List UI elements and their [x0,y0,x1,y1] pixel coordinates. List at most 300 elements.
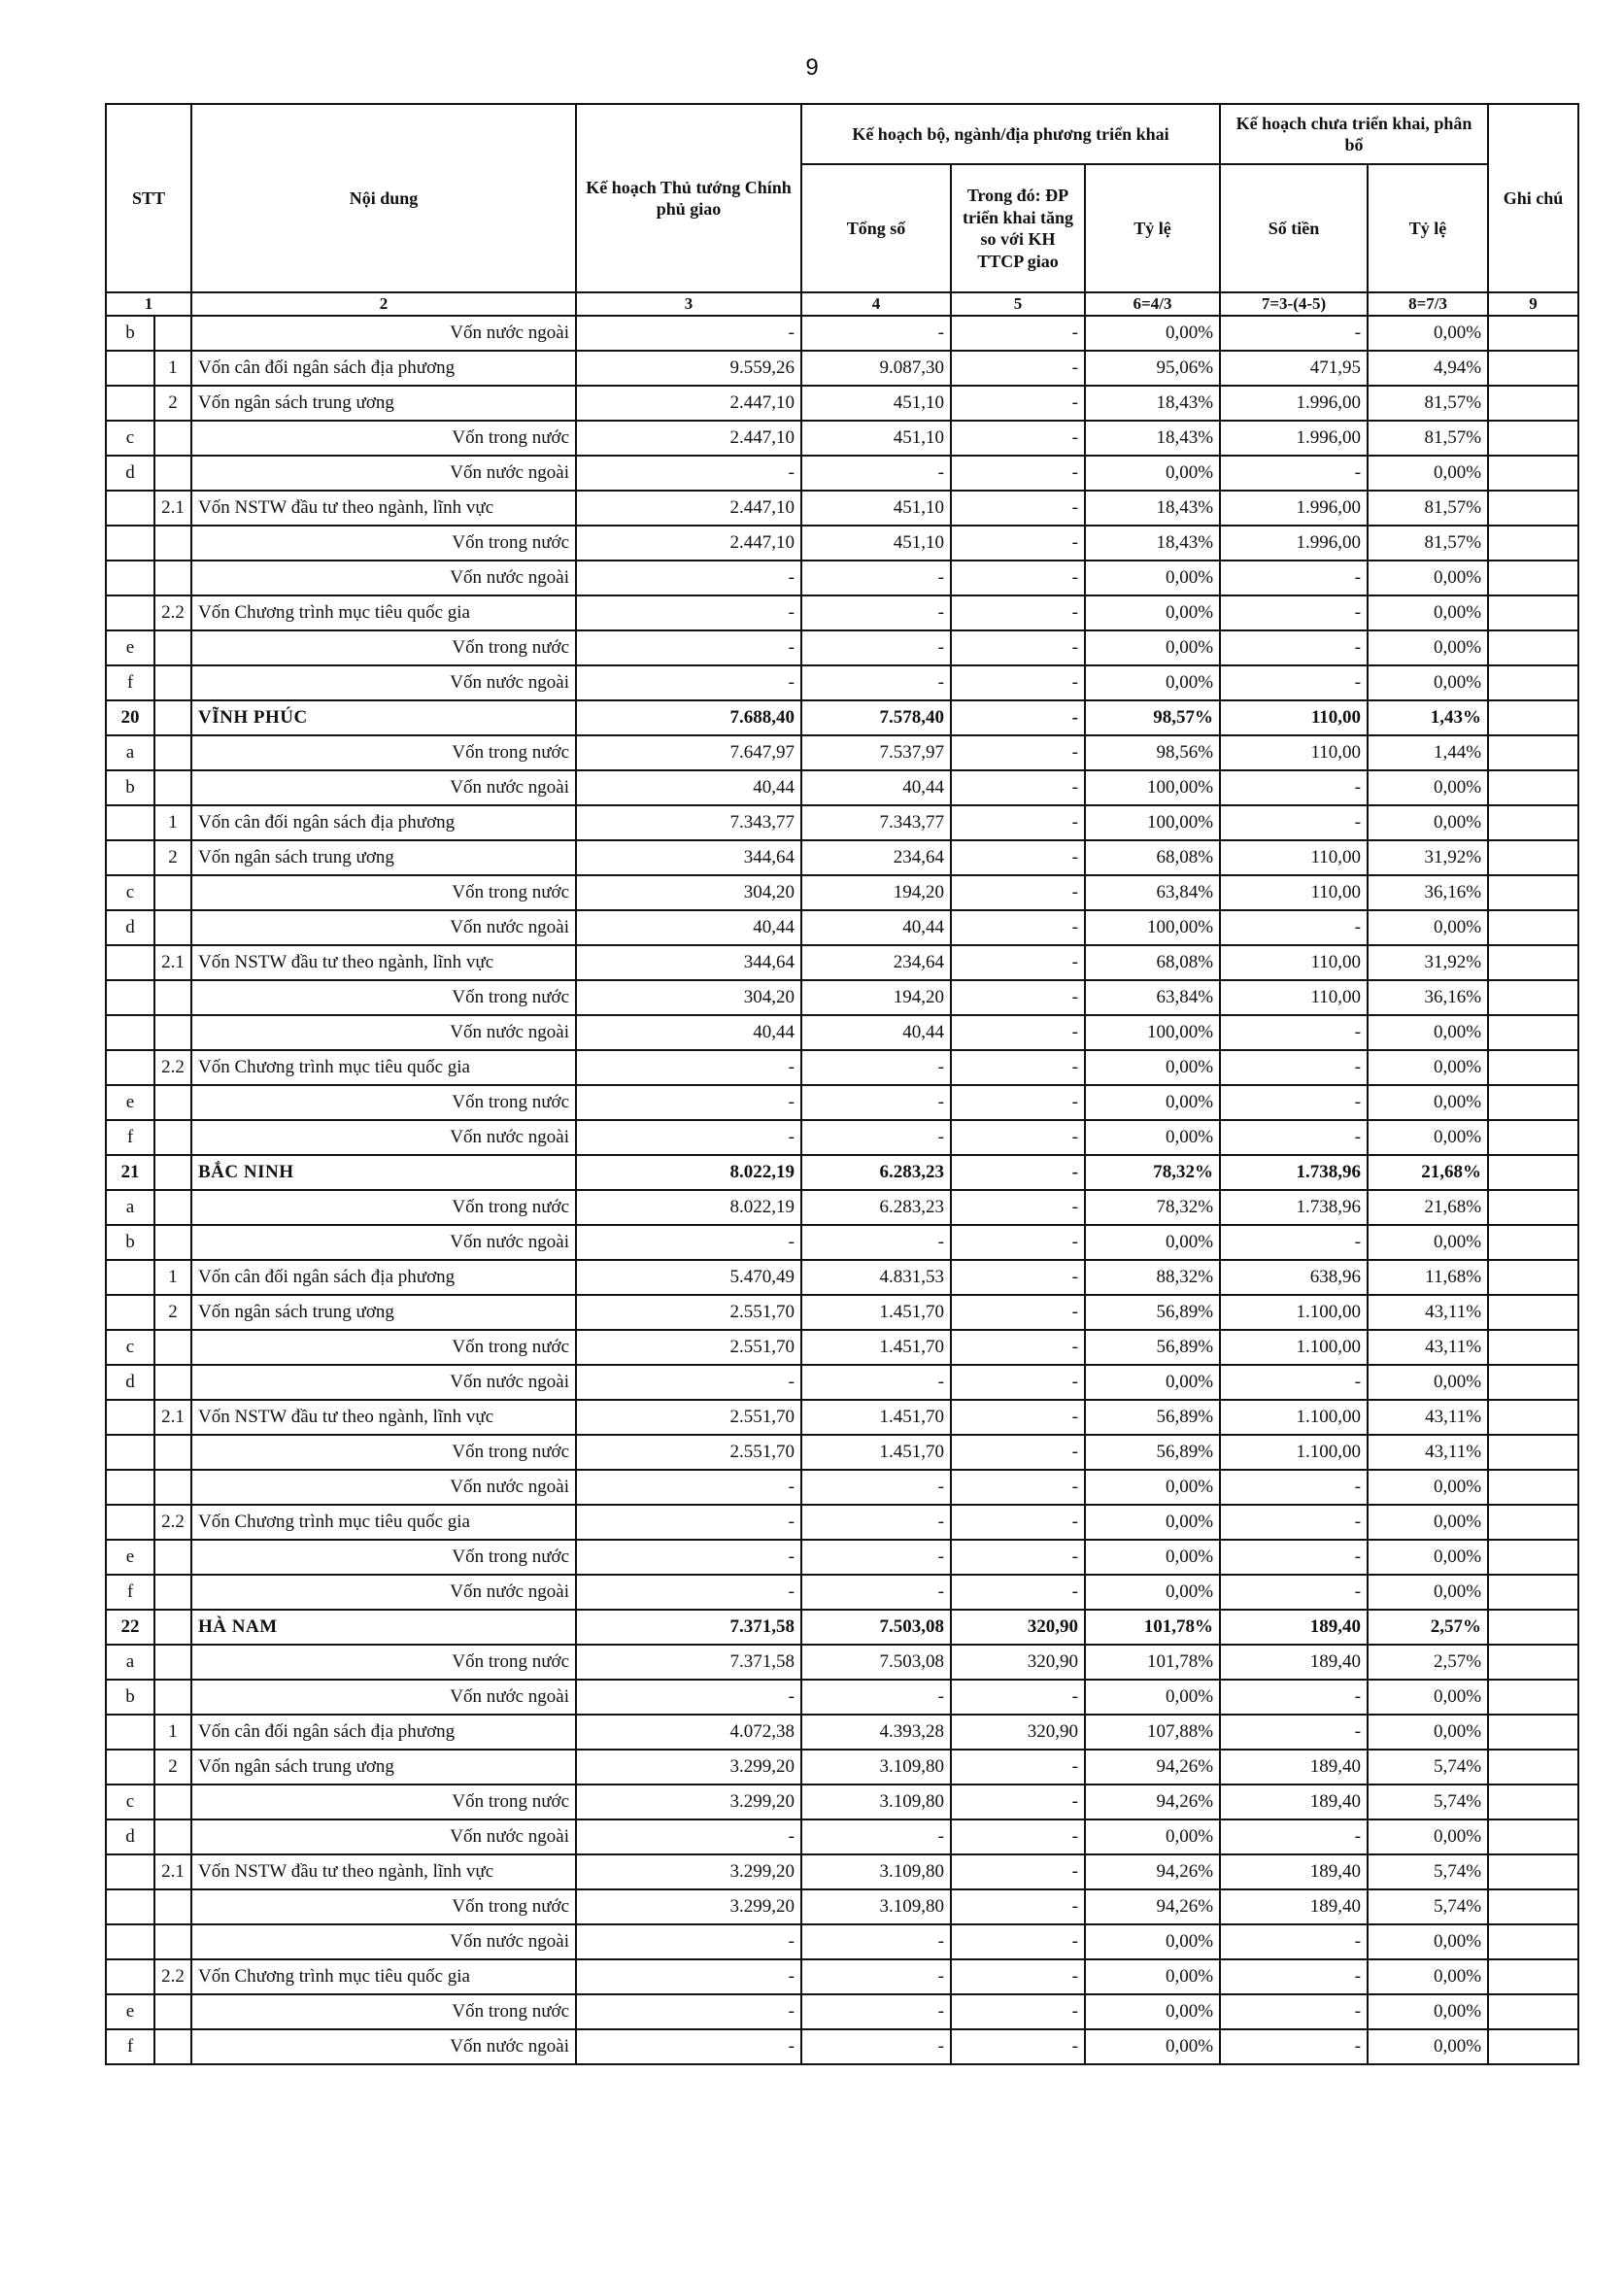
row-ty-le-2: 81,57% [1368,386,1488,421]
row-ty-le-2: 81,57% [1368,526,1488,561]
row-trong-do: - [951,875,1085,910]
row-content: Vốn nước ngoài [191,1470,576,1505]
row-tong-so: - [801,1225,951,1260]
row-stt: b [106,1225,154,1260]
row-ty-le-2: 1,43% [1368,700,1488,735]
row-stt [106,945,154,980]
table-row [106,1680,1578,1715]
row-stt: c [106,1785,154,1819]
row-stt: b [106,770,154,805]
row-ke-hoach-ttcp: 7.343,77 [576,805,801,840]
row-ty-le: 0,00% [1085,561,1220,595]
row-trong-do: 320,90 [951,1715,1085,1750]
row-ty-le: 107,88% [1085,1715,1220,1750]
row-ty-le-2: 0,00% [1368,2029,1488,2064]
row-content: Vốn Chương trình mục tiêu quốc gia [191,1959,576,1994]
row-ghi-chu [1488,1470,1578,1505]
row-content: Vốn NSTW đầu tư theo ngành, lĩnh vực [191,1854,576,1889]
row-stt [106,526,154,561]
row-so-tien: 110,00 [1220,945,1368,980]
row-ke-hoach-ttcp: - [576,316,801,351]
row-ty-le-2: 0,00% [1368,1470,1488,1505]
row-stt: b [106,1680,154,1715]
column-number: 6=4/3 [1085,292,1220,316]
row-so-tien: - [1220,1085,1368,1120]
row-ty-le: 78,32% [1085,1155,1220,1190]
row-ty-le: 94,26% [1085,1889,1220,1924]
row-ty-le: 0,00% [1085,1924,1220,1959]
row-content: Vốn cân đối ngân sách địa phương [191,1715,576,1750]
row-ke-hoach-ttcp: 7.688,40 [576,700,801,735]
row-ghi-chu [1488,1715,1578,1750]
row-trong-do: - [951,1470,1085,1505]
table-row [106,2029,1578,2064]
row-ty-le-2: 21,68% [1368,1155,1488,1190]
row-so-tien: - [1220,1505,1368,1540]
row-ty-le-2: 2,57% [1368,1645,1488,1680]
row-ke-hoach-ttcp: - [576,456,801,491]
row-content: HÀ NAM [191,1610,576,1645]
row-sub-index [154,1435,191,1470]
row-ty-le: 0,00% [1085,316,1220,351]
row-stt [106,1260,154,1295]
row-tong-so: 7.503,08 [801,1610,951,1645]
table-row [106,595,1578,630]
row-tong-so: 234,64 [801,840,951,875]
row-sub-index [154,1994,191,2029]
row-trong-do: - [951,1854,1085,1889]
row-trong-do: - [951,1400,1085,1435]
row-trong-do: - [951,665,1085,700]
row-ghi-chu [1488,805,1578,840]
row-sub-index [154,1889,191,1924]
row-stt [106,1050,154,1085]
row-ke-hoach-ttcp: 304,20 [576,875,801,910]
row-content: Vốn trong nước [191,1889,576,1924]
row-ty-le-2: 0,00% [1368,1050,1488,1085]
header-group-trien-khai: Kế hoạch bộ, ngành/địa phương triển khai [801,104,1220,164]
row-ty-le: 18,43% [1085,491,1220,526]
row-ty-le: 56,89% [1085,1400,1220,1435]
row-ghi-chu [1488,491,1578,526]
row-ty-le-2: 0,00% [1368,456,1488,491]
row-ke-hoach-ttcp: - [576,1540,801,1575]
row-so-tien: 110,00 [1220,875,1368,910]
row-ty-le-2: 0,00% [1368,630,1488,665]
row-content: Vốn nước ngoài [191,456,576,491]
row-trong-do: 320,90 [951,1610,1085,1645]
row-trong-do: - [951,805,1085,840]
row-tong-so: - [801,1050,951,1085]
row-content: Vốn trong nước [191,1540,576,1575]
row-ty-le: 0,00% [1085,630,1220,665]
row-content: Vốn ngân sách trung ương [191,386,576,421]
row-trong-do: - [951,526,1085,561]
row-tong-so: - [801,1994,951,2029]
row-stt: f [106,1575,154,1610]
row-ghi-chu [1488,595,1578,630]
row-tong-so: 4.393,28 [801,1715,951,1750]
row-tong-so: - [801,1120,951,1155]
row-ty-le: 100,00% [1085,805,1220,840]
row-trong-do: - [951,1819,1085,1854]
row-trong-do: - [951,980,1085,1015]
row-sub-index: 1 [154,351,191,386]
row-ke-hoach-ttcp: 5.470,49 [576,1260,801,1295]
row-trong-do: - [951,316,1085,351]
row-ty-le-2: 21,68% [1368,1190,1488,1225]
row-tong-so: - [801,595,951,630]
table-row [106,1540,1578,1575]
row-ghi-chu [1488,980,1578,1015]
column-number: 2 [191,292,576,316]
row-stt: a [106,735,154,770]
table-row [106,1050,1578,1085]
row-ty-le-2: 0,00% [1368,770,1488,805]
row-ghi-chu [1488,1295,1578,1330]
row-trong-do: - [951,1015,1085,1050]
row-ghi-chu [1488,526,1578,561]
row-stt [106,1959,154,1994]
row-ghi-chu [1488,351,1578,386]
row-ghi-chu [1488,1819,1578,1854]
table-body [106,316,1578,2064]
row-sub-index [154,1225,191,1260]
row-trong-do: - [951,1889,1085,1924]
row-trong-do: - [951,1365,1085,1400]
row-trong-do: - [951,1575,1085,1610]
row-sub-index: 2 [154,1295,191,1330]
row-sub-index [154,1819,191,1854]
row-content: Vốn nước ngoài [191,1575,576,1610]
row-trong-do: - [951,1330,1085,1365]
table-row [106,1854,1578,1889]
row-trong-do: - [951,1260,1085,1295]
row-ke-hoach-ttcp: 2.551,70 [576,1330,801,1365]
row-tong-so: 194,20 [801,980,951,1015]
row-ghi-chu [1488,1505,1578,1540]
row-so-tien: 110,00 [1220,840,1368,875]
row-tong-so: 3.109,80 [801,1785,951,1819]
row-stt [106,386,154,421]
row-ghi-chu [1488,1924,1578,1959]
row-sub-index: 2.2 [154,1050,191,1085]
row-ty-le-2: 0,00% [1368,1819,1488,1854]
row-ke-hoach-ttcp: - [576,630,801,665]
row-ghi-chu [1488,910,1578,945]
row-trong-do: - [951,1680,1085,1715]
row-ty-le-2: 5,74% [1368,1854,1488,1889]
row-stt: c [106,421,154,456]
row-ghi-chu [1488,1085,1578,1120]
row-ty-le: 101,78% [1085,1645,1220,1680]
row-ke-hoach-ttcp: 9.559,26 [576,351,801,386]
row-ghi-chu [1488,386,1578,421]
row-tong-so: - [801,1959,951,1994]
row-content: Vốn trong nước [191,1435,576,1470]
table-row [106,1365,1578,1400]
row-ghi-chu [1488,1365,1578,1400]
table-row [106,1015,1578,1050]
row-trong-do: - [951,1785,1085,1819]
column-number: 4 [801,292,951,316]
table-row [106,316,1578,351]
header-stt: STT [106,104,191,292]
row-so-tien: - [1220,1924,1368,1959]
row-ke-hoach-ttcp: 304,20 [576,980,801,1015]
table-row [106,1120,1578,1155]
row-sub-index [154,1085,191,1120]
table-row [106,1330,1578,1365]
row-ty-le: 18,43% [1085,386,1220,421]
row-sub-index [154,980,191,1015]
row-stt [106,561,154,595]
row-ty-le-2: 5,74% [1368,1889,1488,1924]
header-so-tien: Số tiền [1220,164,1368,292]
row-trong-do: - [951,351,1085,386]
row-content: Vốn trong nước [191,1190,576,1225]
row-tong-so: 1.451,70 [801,1295,951,1330]
row-ke-hoach-ttcp: - [576,1575,801,1610]
row-ty-le-2: 0,00% [1368,1959,1488,1994]
row-ty-le-2: 0,00% [1368,1120,1488,1155]
row-ty-le: 95,06% [1085,351,1220,386]
row-content: Vốn trong nước [191,1330,576,1365]
row-ty-le-2: 0,00% [1368,595,1488,630]
row-content: VĨNH PHÚC [191,700,576,735]
row-ty-le: 0,00% [1085,1365,1220,1400]
row-trong-do: - [951,1050,1085,1085]
table-row [106,561,1578,595]
row-tong-so: 451,10 [801,526,951,561]
row-content: Vốn nước ngoài [191,1015,576,1050]
row-content: Vốn trong nước [191,875,576,910]
row-ke-hoach-ttcp: 8.022,19 [576,1190,801,1225]
row-ke-hoach-ttcp: 2.447,10 [576,526,801,561]
row-stt: d [106,1819,154,1854]
row-ke-hoach-ttcp: - [576,561,801,595]
row-ke-hoach-ttcp: 7.371,58 [576,1610,801,1645]
row-ty-le-2: 81,57% [1368,491,1488,526]
row-stt [106,980,154,1015]
row-ke-hoach-ttcp: 2.447,10 [576,421,801,456]
row-ghi-chu [1488,421,1578,456]
row-ghi-chu [1488,770,1578,805]
row-ty-le-2: 43,11% [1368,1400,1488,1435]
row-trong-do: - [951,1225,1085,1260]
row-trong-do: - [951,1190,1085,1225]
table-row [106,910,1578,945]
row-sub-index: 2.2 [154,1505,191,1540]
row-so-tien: - [1220,1994,1368,2029]
row-ke-hoach-ttcp: 7.371,58 [576,1645,801,1680]
row-content: Vốn nước ngoài [191,665,576,700]
row-stt [106,1889,154,1924]
row-so-tien: 1.996,00 [1220,386,1368,421]
row-ke-hoach-ttcp: - [576,1994,801,2029]
table-row [106,875,1578,910]
row-ghi-chu [1488,700,1578,735]
row-ty-le-2: 0,00% [1368,1085,1488,1120]
province-row [106,1610,1578,1645]
row-ke-hoach-ttcp: 2.551,70 [576,1400,801,1435]
table-row [106,770,1578,805]
row-stt: d [106,456,154,491]
row-tong-so: 1.451,70 [801,1330,951,1365]
row-ke-hoach-ttcp: 40,44 [576,910,801,945]
row-stt: c [106,875,154,910]
table-row [106,1225,1578,1260]
row-ty-le: 0,00% [1085,1575,1220,1610]
row-stt [106,1854,154,1889]
row-trong-do: - [951,456,1085,491]
table-row [106,1750,1578,1785]
row-ty-le-2: 0,00% [1368,910,1488,945]
row-stt [106,1015,154,1050]
row-ty-le: 68,08% [1085,945,1220,980]
row-ty-le: 63,84% [1085,980,1220,1015]
row-sub-index [154,1540,191,1575]
table-row [106,805,1578,840]
row-stt [106,1750,154,1785]
row-ty-le: 98,56% [1085,735,1220,770]
row-sub-index: 2.1 [154,1400,191,1435]
row-so-tien: 189,40 [1220,1645,1368,1680]
row-ty-le: 0,00% [1085,595,1220,630]
row-content: Vốn trong nước [191,735,576,770]
row-tong-so: 451,10 [801,421,951,456]
row-ke-hoach-ttcp: 2.551,70 [576,1295,801,1330]
row-ty-le: 0,00% [1085,1225,1220,1260]
row-sub-index [154,1680,191,1715]
row-content: Vốn nước ngoài [191,1819,576,1854]
row-trong-do: - [951,595,1085,630]
row-stt [106,1295,154,1330]
row-sub-index [154,1120,191,1155]
row-ty-le: 98,57% [1085,700,1220,735]
row-sub-index: 2.1 [154,491,191,526]
row-content: Vốn nước ngoài [191,1120,576,1155]
row-sub-index: 2.1 [154,945,191,980]
row-sub-index [154,630,191,665]
row-so-tien: 189,40 [1220,1889,1368,1924]
row-trong-do: - [951,1295,1085,1330]
row-tong-so: - [801,561,951,595]
table-row [106,1435,1578,1470]
row-so-tien: - [1220,1715,1368,1750]
row-content: Vốn nước ngoài [191,1365,576,1400]
row-ty-le: 100,00% [1085,1015,1220,1050]
row-stt: 20 [106,700,154,735]
row-stt: e [106,1540,154,1575]
row-ghi-chu [1488,2029,1578,2064]
row-ty-le: 88,32% [1085,1260,1220,1295]
row-ghi-chu [1488,1680,1578,1715]
row-ty-le: 56,89% [1085,1435,1220,1470]
row-content: Vốn trong nước [191,1785,576,1819]
row-ty-le: 18,43% [1085,526,1220,561]
row-sub-index [154,770,191,805]
row-ke-hoach-ttcp: - [576,595,801,630]
row-ke-hoach-ttcp: 40,44 [576,770,801,805]
row-ty-le: 0,00% [1085,1120,1220,1155]
row-ghi-chu [1488,1889,1578,1924]
row-ke-hoach-ttcp: 2.447,10 [576,386,801,421]
row-ty-le-2: 5,74% [1368,1750,1488,1785]
row-content: Vốn ngân sách trung ương [191,1295,576,1330]
row-so-tien: - [1220,1959,1368,1994]
table-row [106,1575,1578,1610]
row-tong-so: - [801,1680,951,1715]
row-sub-index: 2.2 [154,1959,191,1994]
row-ty-le-2: 0,00% [1368,805,1488,840]
row-ty-le: 94,26% [1085,1750,1220,1785]
row-trong-do: - [951,700,1085,735]
row-ghi-chu [1488,630,1578,665]
row-ke-hoach-ttcp: 344,64 [576,840,801,875]
row-sub-index [154,421,191,456]
row-so-tien: 189,40 [1220,1854,1368,1889]
row-trong-do: - [951,840,1085,875]
row-tong-so: - [801,665,951,700]
table-row [106,1260,1578,1295]
row-stt [106,491,154,526]
row-sub-index [154,700,191,735]
row-ty-le-2: 2,57% [1368,1610,1488,1645]
row-ty-le: 0,00% [1085,456,1220,491]
row-ty-le: 94,26% [1085,1854,1220,1889]
row-ty-le: 0,00% [1085,2029,1220,2064]
table-row [106,1400,1578,1435]
table-row [106,386,1578,421]
row-ty-le-2: 0,00% [1368,316,1488,351]
row-ghi-chu [1488,1400,1578,1435]
row-ty-le-2: 0,00% [1368,1015,1488,1050]
row-ty-le: 56,89% [1085,1330,1220,1365]
row-tong-so: 3.109,80 [801,1750,951,1785]
row-tong-so: - [801,1365,951,1400]
row-so-tien: - [1220,1470,1368,1505]
row-sub-index [154,561,191,595]
table-row [106,1295,1578,1330]
row-content: Vốn nước ngoài [191,1924,576,1959]
row-ke-hoach-ttcp: 8.022,19 [576,1155,801,1190]
row-sub-index: 2 [154,1750,191,1785]
row-stt: 21 [106,1155,154,1190]
row-tong-so: 451,10 [801,491,951,526]
row-trong-do: - [951,1155,1085,1190]
row-stt: a [106,1190,154,1225]
row-so-tien: - [1220,2029,1368,2064]
row-ke-hoach-ttcp: - [576,1505,801,1540]
row-content: Vốn trong nước [191,980,576,1015]
row-ke-hoach-ttcp: - [576,1470,801,1505]
row-tong-so: - [801,316,951,351]
row-ke-hoach-ttcp: 3.299,20 [576,1750,801,1785]
row-stt [106,1435,154,1470]
row-sub-index [154,1645,191,1680]
row-ty-le: 18,43% [1085,421,1220,456]
row-ghi-chu [1488,1050,1578,1085]
row-sub-index: 2 [154,386,191,421]
row-tong-so: - [801,1575,951,1610]
table-row [106,1994,1578,2029]
row-sub-index [154,1155,191,1190]
row-stt [106,1505,154,1540]
row-tong-so: 6.283,23 [801,1190,951,1225]
column-number-row [106,292,1578,316]
row-trong-do: - [951,630,1085,665]
